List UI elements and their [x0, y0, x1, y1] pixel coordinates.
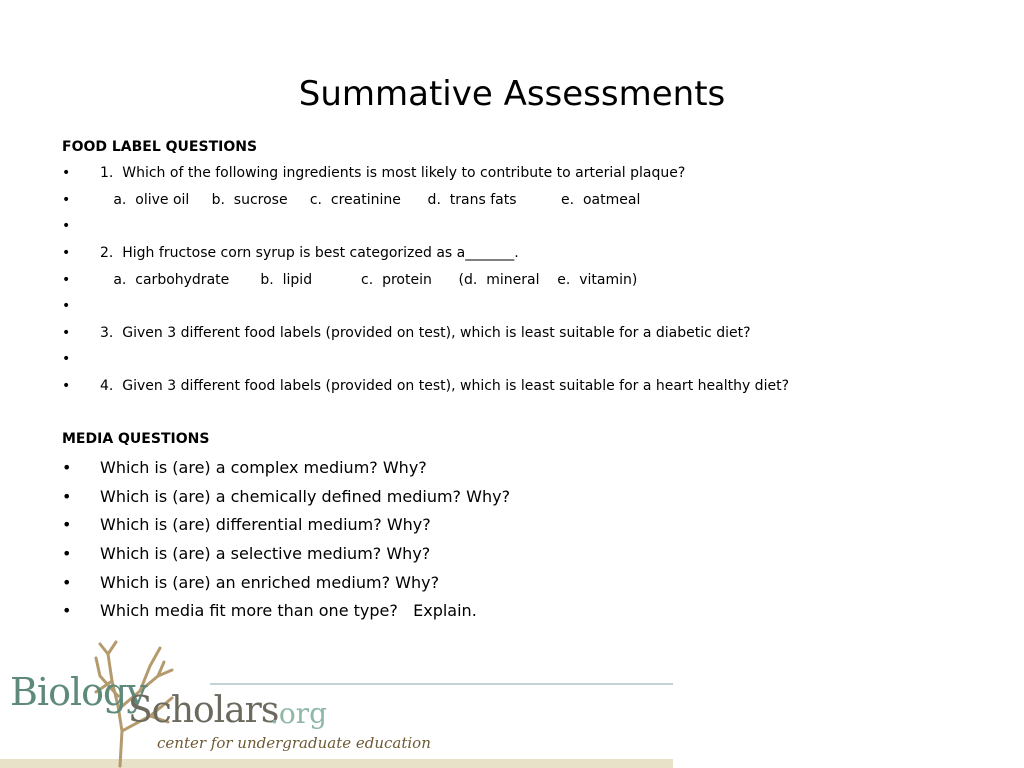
food-line-text: 1. Which of the following ingredients is most likely to contribute to arterial plaque?	[100, 165, 686, 181]
bullet: •	[62, 192, 71, 208]
food-label-heading: FOOD LABEL QUESTIONS	[62, 139, 258, 155]
media-line-text: Which is (are) an enriched medium? Why?	[100, 573, 440, 592]
food-line-text: 4. Given 3 different food labels (provided on test), which is least suitable for a heart healthy diet?	[100, 378, 789, 394]
bullet: •	[62, 218, 71, 234]
bullet: •	[62, 165, 71, 181]
media-questions-heading: MEDIA QUESTIONS	[62, 431, 210, 447]
bullet: •	[62, 272, 71, 288]
food-line-text: 2. High fructose corn syrup is best categorized as a_______.	[100, 245, 519, 261]
bullet: •	[62, 487, 72, 506]
bullet: •	[62, 298, 71, 314]
logo-tagline: center for undergraduate education	[157, 734, 431, 752]
logo-org: .org	[270, 697, 328, 730]
food-line-text: a. carbohydrate b. lipid c. protein (d. mineral e. vitamin)	[100, 272, 638, 288]
media-line-text: Which is (are) a complex medium? Why?	[100, 458, 427, 477]
bullet: •	[62, 351, 71, 367]
media-line-text: Which media fit more than one type? Explain.	[100, 601, 477, 620]
media-line-text: Which is (are) a selective medium? Why?	[100, 544, 431, 563]
bullet: •	[62, 458, 72, 477]
logo-biology: Biology	[10, 670, 147, 714]
bullet: •	[62, 378, 71, 394]
media-line-text: Which is (are) a chemically defined medium? Why?	[100, 487, 511, 506]
food-line-text: a. olive oil b. sucrose c. creatinine d. trans fats e. oatmeal	[100, 192, 641, 208]
slide-title: Summative Assessments	[298, 74, 726, 114]
bullet: •	[62, 515, 72, 534]
bullet: •	[62, 544, 72, 563]
bullet: •	[62, 245, 71, 261]
bullet: •	[62, 573, 72, 592]
media-line-text: Which is (are) differential medium? Why?	[100, 515, 431, 534]
logo-scholars: Scholars	[128, 690, 279, 731]
bullet: •	[62, 325, 71, 341]
bullet: •	[62, 601, 72, 620]
food-line-text: 3. Given 3 different food labels (provided on test), which is least suitable for a diabetic diet?	[100, 325, 751, 341]
